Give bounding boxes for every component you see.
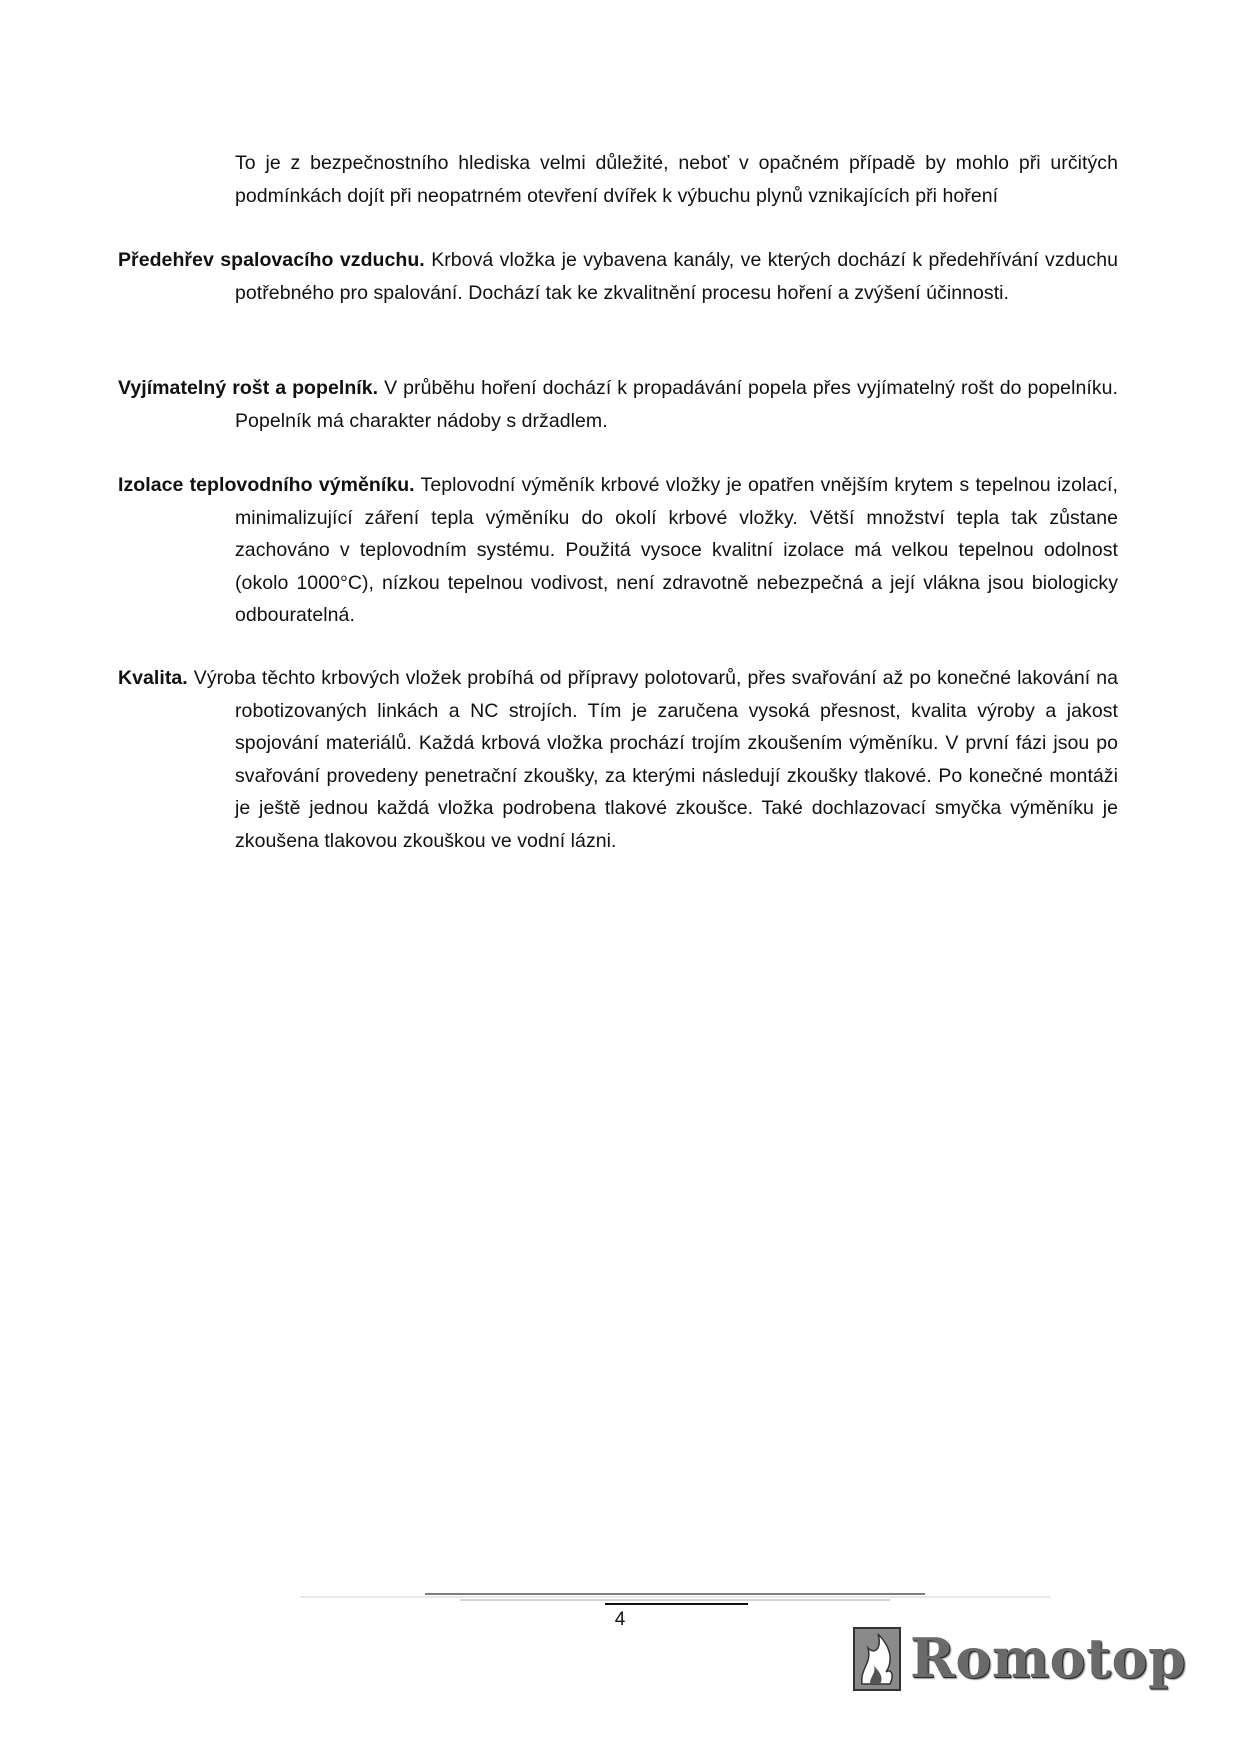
paragraph-heading: Vyjímatelný rošt a popelník.	[118, 377, 379, 399]
paragraph-exchanger-insulation	[118, 469, 1118, 632]
paragraph-safety	[118, 147, 1118, 212]
paragraph-grate-ashpan	[118, 372, 1118, 437]
romotop-logo	[852, 1620, 1187, 1700]
paragraph-heading: Předehřev spalovacího vzduchu.	[118, 249, 425, 271]
flame-mark-icon	[852, 1624, 904, 1696]
paragraph-text: To je z bezpečnostního hlediska velmi důležité, neboť v opačném případě by mohlo při určitých podmínkách dojít při neopatrném otevření dvířek k výbuchu plynů vznikajících při hoření	[235, 152, 1118, 207]
paragraph-quality	[118, 662, 1118, 857]
paragraph-air-preheating	[118, 244, 1118, 309]
paragraph-text: Výroba těchto krbových vložek probíhá od přípravy polotovarů, přes svařování až po konečné lakování na robotizovaných linkách a NC strojích. Tím je zaručena vysoká přesnost, kvalita výroby a jakost spojování materiálů. Každá krbová vložka prochází trojím zkoušením výměníku. V první fázi jsou po svařování provedeny penetrační zkoušky, za kterými následují zkoušky tlakové. Po konečné montáži je ještě jednou každá vložka podrobena tlakové zkoušce. Také dochlazovací smyčka výměníku je zkoušena tlakovou zkouškou ve vodní lázni.	[193, 667, 1118, 852]
page-number: 4	[614, 1609, 626, 1630]
paragraph-heading: Kvalita.	[118, 667, 188, 689]
paragraph-text: V průběhu hoření dochází k propadávání popela přes vyjímatelný rošt do popelníku. Popelník má charakter nádoby s držadlem.	[235, 377, 1118, 432]
paragraph-text: Krbová vložka je vybavena kanály, ve kterých dochází k předehřívání vzduchu potřebného pro spalování. Dochází tak ke zkvalitnění procesu hoření a zvýšení účinnosti.	[235, 249, 1119, 304]
logo-wordmark: Romotop	[910, 1626, 1187, 1690]
paragraph-text: Teplovodní výměník krbové vložky je opatřen vnějším krytem s tepelnou izolací, minimalizující záření tepla výměníku do okolí krbové vložky. Větší množství tepla tak zůstane zachováno v teplovodním systému. Použitá vysoce kvalitní izolace má velkou tepelnou odolnost (okolo 1000°C), nízkou tepelnou vodivost, není zdravotně nebezpečná a její vlákna jsou biologicky odbouratelná.	[235, 474, 1118, 626]
paragraph-heading: Izolace teplovodního výměníku.	[118, 474, 415, 496]
